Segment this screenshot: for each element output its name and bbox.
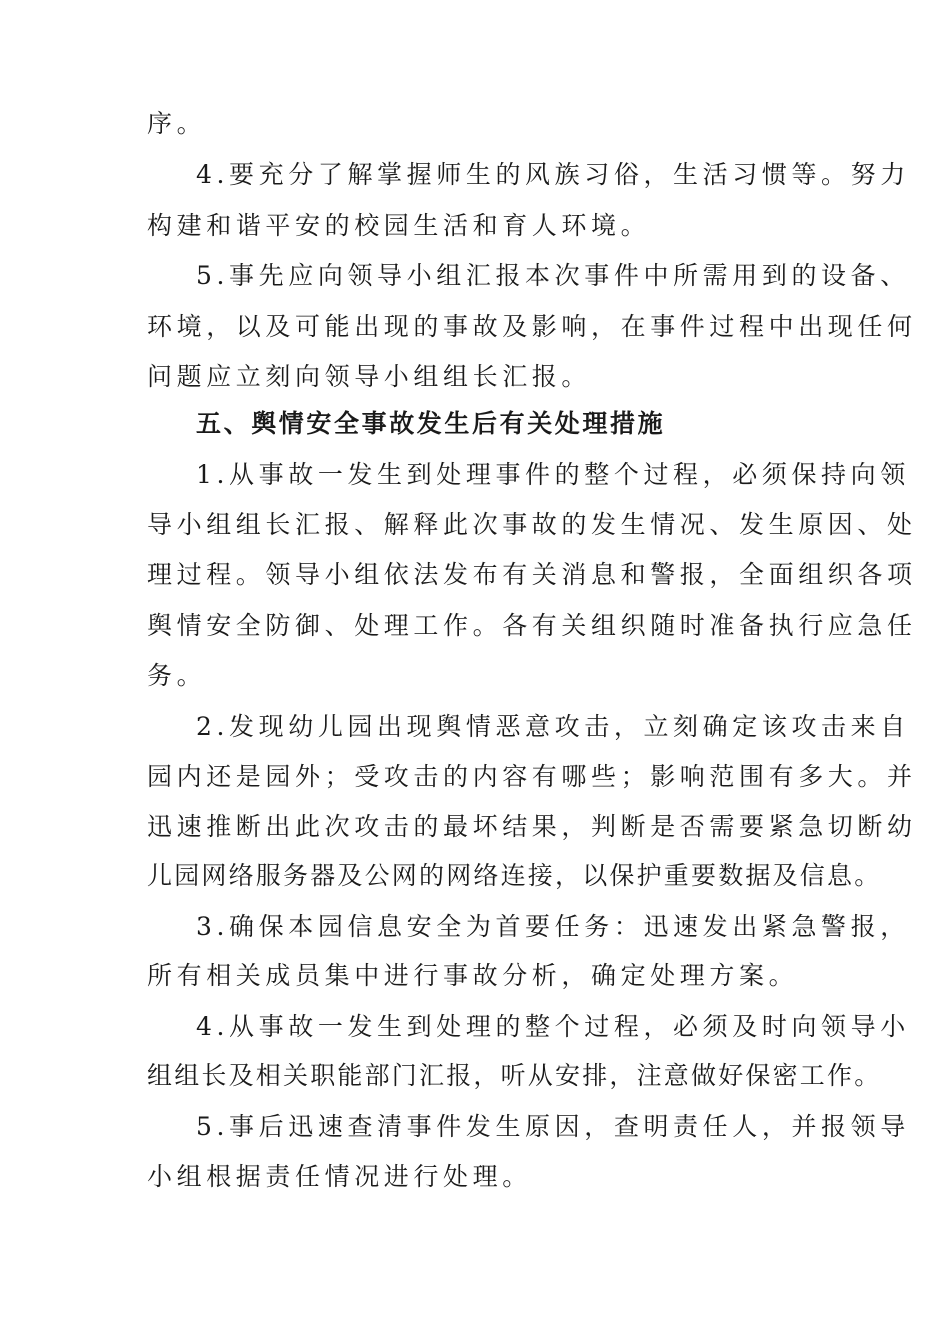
- paragraph-line: 问题应立刻向领导小组组长汇报。: [147, 362, 592, 391]
- paragraph-line: 小组根据责任情况进行处理。: [147, 1162, 532, 1191]
- paragraph-line: 5.事后迅速查清事件发生原因，查明责任人，并报领导: [196, 1112, 910, 1141]
- paragraph-line: 1.从事故一发生到处理事件的整个过程，必须保持向领: [196, 460, 910, 489]
- paragraph-line: 迅速推断出此次攻击的最坏结果，判断是否需要紧急切断幼: [147, 812, 917, 841]
- paragraph-line: 所有相关成员集中进行事故分析，确定处理方案。: [147, 961, 799, 990]
- paragraph-line: 舆情安全防御、处理工作。各有关组织随时准备执行应急任: [147, 611, 917, 640]
- paragraph-line: 园内还是园外；受攻击的内容有哪些；影响范围有多大。并: [147, 762, 917, 791]
- paragraph-line: 构建和谐平安的校园生活和育人环境。: [147, 211, 651, 240]
- paragraph-line: 4.要充分了解掌握师生的风族习俗，生活习惯等。努力: [196, 160, 910, 189]
- paragraph-line: 务。: [147, 661, 207, 690]
- paragraph-line: 序。: [147, 109, 207, 138]
- paragraph-line: 理过程。领导小组依法发布有关消息和警报，全面组织各项: [147, 560, 917, 589]
- paragraph-line: 4.从事故一发生到处理的整个过程，必须及时向领导小: [196, 1012, 910, 1041]
- paragraph-line: 3.确保本园信息安全为首要任务：迅速发出紧急警报，: [196, 912, 910, 941]
- section-heading: 五、舆情安全事故发生后有关处理措施: [196, 409, 666, 438]
- paragraph-line: 2.发现幼儿园出现舆情恶意攻击，立刻确定该攻击来自: [196, 712, 910, 741]
- paragraph-line: 组组长及相关职能部门汇报，听从安排，注意做好保密工作。: [147, 1061, 882, 1090]
- paragraph-line: 导小组组长汇报、解释此次事故的发生情况、发生原因、处: [147, 510, 917, 539]
- paragraph-line: 环境，以及可能出现的事故及影响，在事件过程中出现任何: [147, 312, 917, 341]
- paragraph-line: 5.事先应向领导小组汇报本次事件中所需用到的设备、: [196, 261, 910, 290]
- paragraph-line: 儿园网络服务器及公网的网络连接，以保护重要数据及信息。: [147, 861, 882, 890]
